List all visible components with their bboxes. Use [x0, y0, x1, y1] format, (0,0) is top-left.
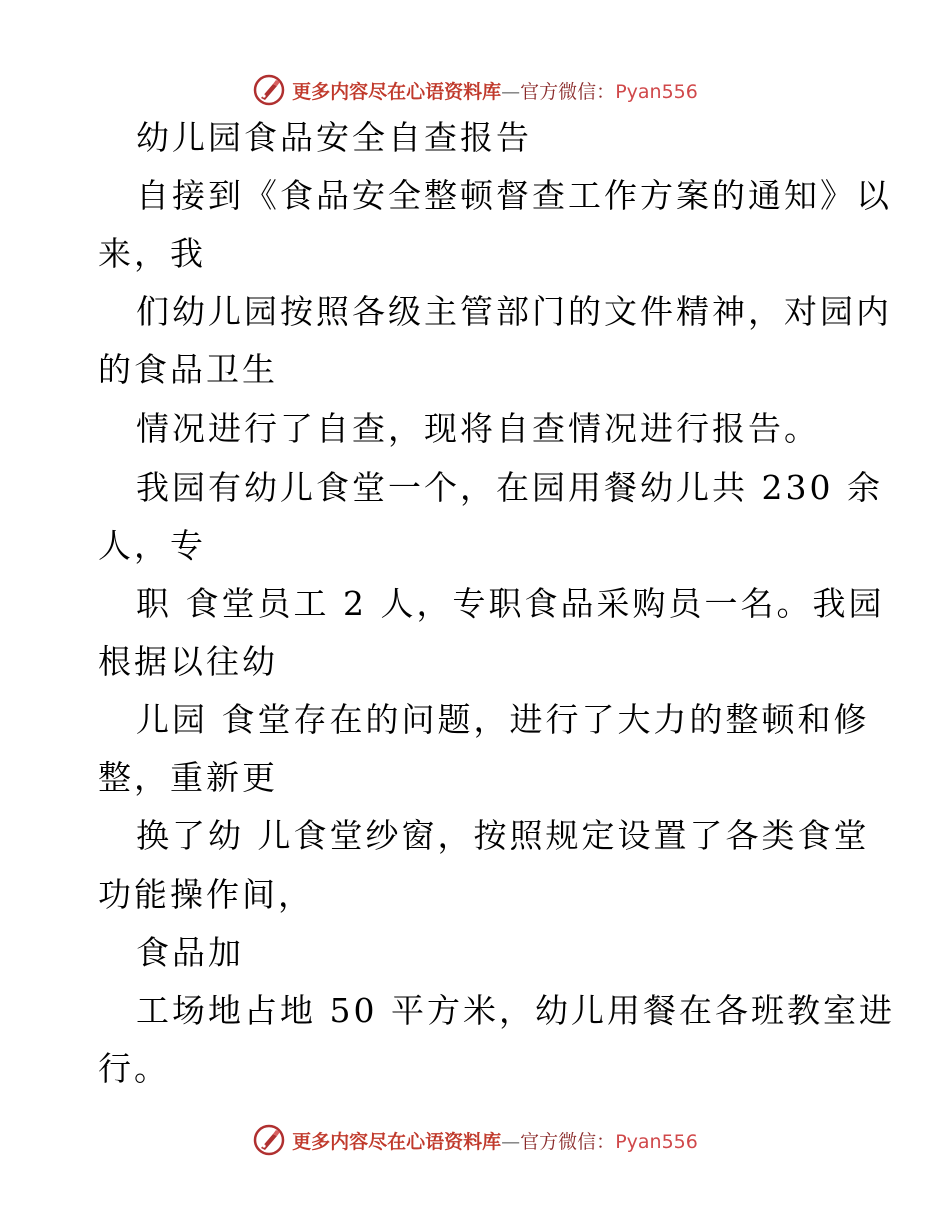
text-line: 功能操作间， — [98, 875, 314, 914]
text-line: 人，专 — [98, 526, 206, 565]
text-line: 我园有幼儿食堂一个，在园用餐幼儿共 230 余 — [136, 468, 883, 507]
watermark-text: 更多内容尽在心语资料库—官方微信：Pyan556 — [292, 1130, 698, 1153]
text-line: 整，重新更 — [98, 758, 278, 797]
text-line: 食品加 — [136, 933, 244, 972]
footer-watermark — [0, 1120, 950, 1160]
document-title: 幼儿园食品安全自查报告 — [136, 118, 532, 157]
pen-nib-logo-icon — [252, 73, 286, 107]
text-line: 自接到《食品安全整顿督查工作方案的通知》以 — [136, 176, 892, 215]
pen-nib-logo-icon — [252, 1123, 286, 1157]
text-line: 情况进行了自查，现将自查情况进行报告。 — [136, 409, 820, 448]
text-line: 换了幼 儿食堂纱窗，按照规定设置了各类食堂 — [136, 816, 870, 855]
text-line: 的食品卫生 — [98, 350, 278, 389]
text-line: 职 食堂员工 2 人，专职食品采购员一名。我园 — [136, 584, 885, 623]
text-line: 来，我 — [98, 234, 206, 273]
text-line: 们幼儿园按照各级主管部门的文件精神，对园内 — [136, 292, 892, 331]
text-line: 儿园 食堂存在的问题，进行了大力的整顿和修 — [136, 700, 870, 739]
text-line: 根据以往幼 — [98, 642, 278, 681]
text-line: 行。 — [98, 1049, 170, 1088]
header-watermark — [0, 70, 950, 110]
watermark-text: 更多内容尽在心语资料库—官方微信：Pyan556 — [292, 80, 698, 103]
text-line: 工场地占地 50 平方米，幼儿用餐在各班教室进 — [136, 991, 895, 1030]
